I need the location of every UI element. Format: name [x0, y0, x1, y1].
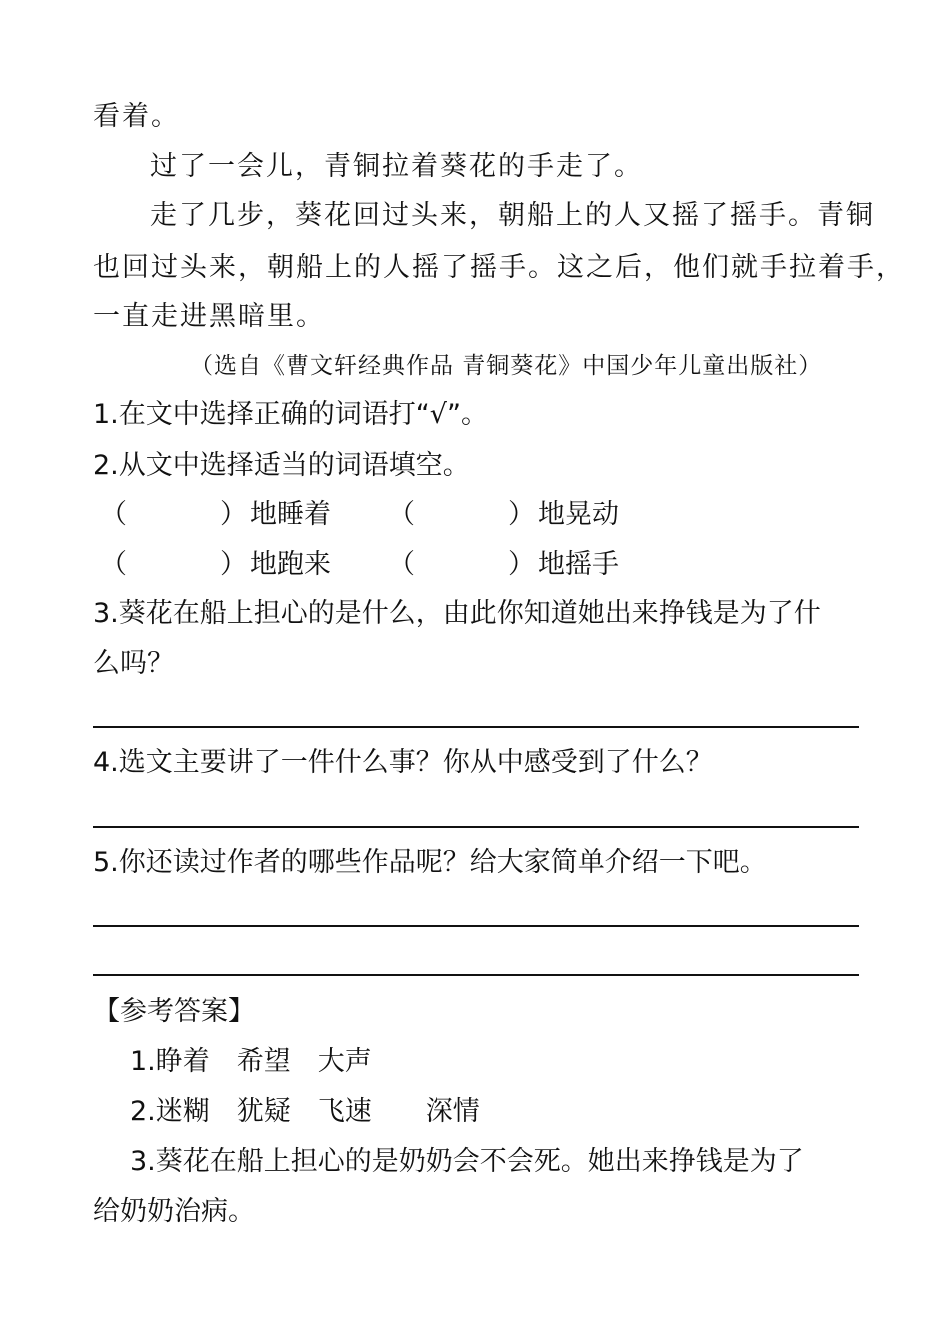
blank-word: 地跑来 [250, 549, 331, 580]
blank-close-paren: ） [508, 499, 535, 530]
question-1: 1.在文中选择正确的词语打“√”。 [93, 399, 488, 430]
blank-open-paren: （ [100, 499, 127, 530]
answer-line-q3[interactable] [93, 726, 859, 728]
blank-word: 地摇手 [538, 549, 619, 580]
question-2: 2.从文中选择适当的词语填空。 [93, 450, 470, 481]
passage-source: （选自《曹文轩经典作品 青铜葵花》中国少年儿童出版社） [190, 353, 823, 379]
answer-line-q5-1[interactable] [93, 925, 859, 927]
passage-paragraph-2-line-2: 也回过头来，朝船上的人摇了摇手。这之后，他们就手拉着手， [93, 252, 905, 283]
answer-2: 2.迷糊 犹疑 飞速 深情 [130, 1096, 480, 1127]
answer-3-line-1: 3.葵花在船上担心的是奶奶会不会死。她出来挣钱是为了 [130, 1146, 804, 1177]
answers-heading: 【参考答案】 [93, 996, 255, 1027]
answer-3-line-2: 给奶奶治病。 [93, 1196, 255, 1227]
answer-line-q5-2[interactable] [93, 974, 859, 976]
blank-open-paren: （ [100, 549, 127, 580]
answer-line-q4[interactable] [93, 826, 859, 828]
blank-close-paren: ） [220, 549, 247, 580]
answer-1: 1.睁着 希望 大声 [130, 1046, 372, 1077]
question-3-line-2: 么吗？ [93, 648, 174, 679]
blank-word: 地睡着 [250, 499, 331, 530]
blank-close-paren: ） [220, 499, 247, 530]
passage-paragraph-2-line-3: 一直走进黑暗里。 [93, 301, 325, 332]
blank-open-paren: （ [388, 499, 415, 530]
blank-close-paren: ） [508, 549, 535, 580]
question-3-line-1: 3.葵花在船上担心的是什么，由此你知道她出来挣钱是为了什 [93, 598, 821, 629]
question-5: 5.你还读过作者的哪些作品呢？给大家简单介绍一下吧。 [93, 847, 767, 878]
passage-paragraph-2-line-1: 走了几步，葵花回过头来，朝船上的人又摇了摇手。青铜 [150, 200, 875, 231]
blank-word: 地晃动 [538, 499, 619, 530]
passage-paragraph-1: 过了一会儿，青铜拉着葵花的手走了。 [150, 151, 643, 182]
question-4: 4.选文主要讲了一件什么事？你从中感受到了什么？ [93, 747, 713, 778]
passage-line-0: 看着。 [93, 101, 180, 132]
blank-open-paren: （ [388, 549, 415, 580]
